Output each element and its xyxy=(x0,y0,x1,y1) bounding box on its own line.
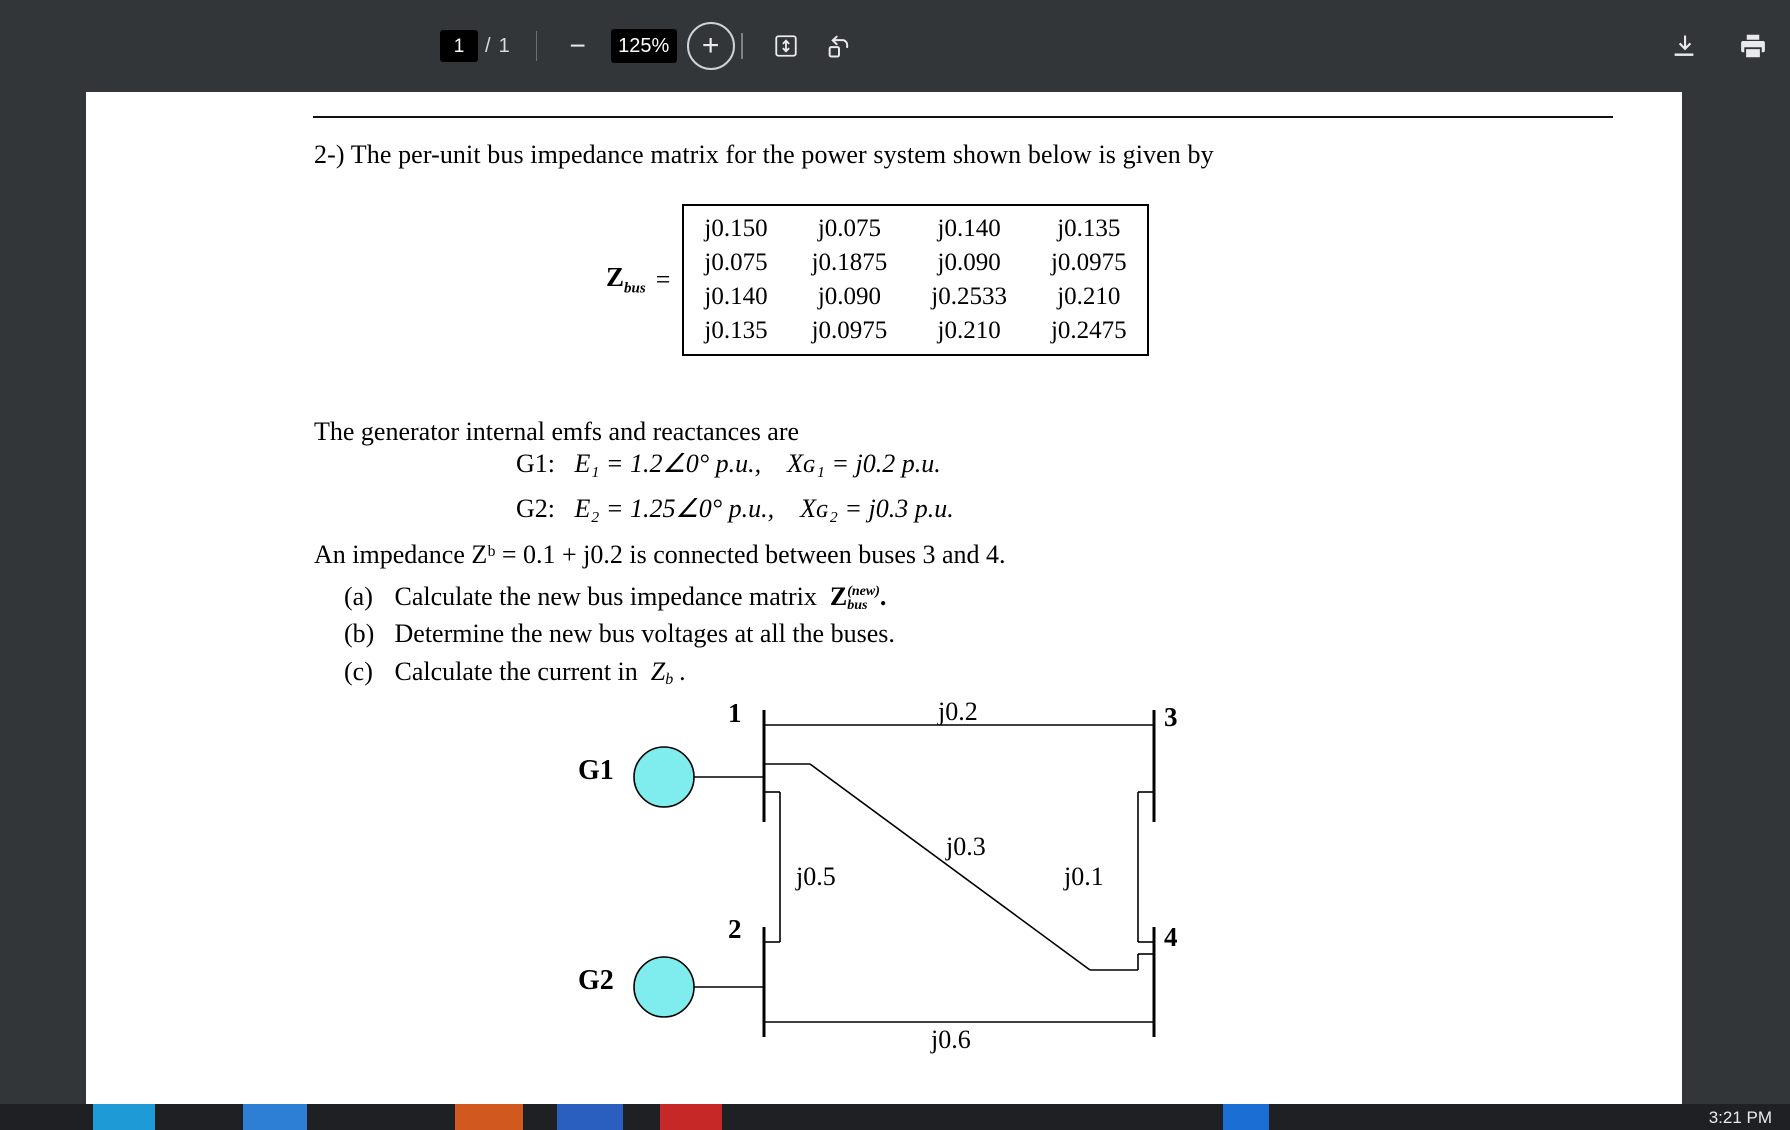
item-label: (a) xyxy=(344,582,373,611)
g1-data-line xyxy=(516,449,941,479)
question-heading xyxy=(314,140,1214,170)
zoom-in-button[interactable]: + xyxy=(687,22,735,70)
taskbar-clock: 3:21 PM xyxy=(1708,1108,1772,1127)
matrix-cell: j0.135 xyxy=(704,317,768,344)
zbus-symbol-base: Z xyxy=(606,262,625,293)
matrix-cell: j0.210 xyxy=(937,317,1001,344)
matrix-row xyxy=(682,246,1148,280)
bus-3-label: 3 xyxy=(1164,702,1178,732)
os-taskbar xyxy=(0,1104,1790,1130)
matrix-row xyxy=(682,212,1148,246)
zb-symbol xyxy=(644,657,686,686)
equals-sign: = xyxy=(655,265,671,294)
zb-trail: . xyxy=(679,657,687,686)
zbus-new-sup: (new) xyxy=(847,584,880,600)
g2-reactance: Xɢ₂ = j0.3 p.u. xyxy=(800,494,954,523)
pdf-toolbar-actions xyxy=(1670,0,1768,92)
matrix-row xyxy=(682,314,1148,348)
matrix-cell: j0.0975 xyxy=(811,317,888,344)
page-count: 1 xyxy=(498,34,510,57)
generator-g2-symbol xyxy=(634,957,694,1017)
line-label-j05: j0.5 xyxy=(796,862,836,891)
matrix-cell: j0.090 xyxy=(937,249,1001,276)
generator-g1-symbol xyxy=(634,747,694,807)
matrix-cell: j0.0975 xyxy=(1050,249,1127,276)
g2-emf: E₂ = 1.25∠0° p.u., xyxy=(574,494,775,523)
g1-reactance: Xɢ₁ = j0.2 p.u. xyxy=(787,449,941,478)
impedance-line: An impedance Zᵇ = 0.1 + j0.2 is connected between buses 3 and 4. xyxy=(314,540,1006,569)
page-separator: / xyxy=(485,34,491,57)
taskbar-item[interactable] xyxy=(455,1104,523,1130)
item-label: (b) xyxy=(344,619,375,648)
diagram-svg xyxy=(556,692,1256,1082)
line-label-j02: j0.2 xyxy=(938,697,978,726)
generator-g2-label: G2 xyxy=(578,965,614,996)
bus-4-label: 4 xyxy=(1164,922,1178,952)
matrix-cell: j0.2533 xyxy=(931,283,1007,310)
matrix-cell: j0.1875 xyxy=(811,249,888,276)
g1-name: G1: xyxy=(516,449,555,478)
item-label: (c) xyxy=(344,657,373,686)
matrix-cell: j0.2475 xyxy=(1050,317,1127,344)
zbus-new-symbol xyxy=(823,582,887,614)
taskbar-item[interactable] xyxy=(1223,1104,1269,1130)
list-item xyxy=(344,619,895,649)
line-label-j03: j0.3 xyxy=(946,832,986,861)
matrix-cell: j0.090 xyxy=(817,283,882,310)
bus-2-label: 2 xyxy=(728,914,742,944)
list-item xyxy=(344,657,686,689)
viewer-right-gutter xyxy=(1682,92,1790,1104)
generator-g1-label: G1 xyxy=(578,755,614,786)
zbus-matrix xyxy=(606,204,1149,356)
zbus-new-supsub xyxy=(847,585,880,613)
generator-intro-text: The generator internal emfs and reactances are xyxy=(314,417,800,446)
matrix-table xyxy=(682,212,1148,348)
viewer-left-gutter xyxy=(0,92,86,1104)
matrix-cell: j0.210 xyxy=(1057,283,1121,310)
toolbar-divider-2 xyxy=(741,33,743,59)
item-text: Calculate the current in xyxy=(394,657,638,686)
zb-sub: b xyxy=(665,671,674,688)
matrix-cell: j0.140 xyxy=(704,283,768,310)
matrix-cell: j0.150 xyxy=(704,215,768,242)
question-number: 2-) xyxy=(314,140,345,169)
document-content xyxy=(86,92,1682,1104)
matrix-bracket xyxy=(682,204,1148,356)
zbus-new-base: Z xyxy=(829,582,848,611)
line-label-j06: j0.6 xyxy=(931,1025,971,1054)
rotate-icon[interactable] xyxy=(825,32,853,60)
taskbar-item[interactable] xyxy=(93,1104,155,1130)
pdf-toolbar-controls xyxy=(440,0,853,92)
download-icon[interactable] xyxy=(1670,32,1698,60)
matrix-cell: j0.075 xyxy=(704,249,768,276)
list-item xyxy=(344,582,886,613)
pdf-toolbar xyxy=(0,0,1790,92)
question-text: The per-unit bus impedance matrix for the power system shown below is given by xyxy=(350,140,1214,169)
bus-1-label: 1 xyxy=(728,698,742,728)
zbus-new-trail: . xyxy=(879,582,887,611)
g2-data-line xyxy=(516,494,954,524)
pdf-page xyxy=(86,92,1682,1104)
zb-base: Z xyxy=(650,657,666,686)
g1-emf: E₁ = 1.2∠0° p.u., xyxy=(574,449,762,478)
print-icon[interactable] xyxy=(1738,31,1768,61)
matrix-row xyxy=(682,280,1148,314)
line-1-4-diagonal xyxy=(810,764,1090,970)
page-number-input[interactable]: 1 xyxy=(440,30,478,62)
matrix-cell: j0.135 xyxy=(1057,215,1121,242)
taskbar-item[interactable] xyxy=(557,1104,623,1130)
item-text: Calculate the new bus impedance matrix xyxy=(394,582,817,611)
zbus-symbol-sub: bus xyxy=(624,280,646,297)
zbus-symbol xyxy=(606,262,646,297)
zoom-level-value[interactable]: 125% xyxy=(611,29,677,63)
item-text: Determine the new bus voltages at all the buses. xyxy=(394,619,895,648)
zoom-out-button[interactable]: − xyxy=(569,30,586,61)
g2-name: G2: xyxy=(516,494,555,523)
matrix-cell: j0.140 xyxy=(937,215,1001,242)
one-line-diagram xyxy=(556,692,1256,1082)
line-label-j01: j0.1 xyxy=(1064,862,1104,891)
fit-to-page-icon[interactable] xyxy=(773,33,799,59)
horizontal-rule xyxy=(313,116,1613,118)
zbus-new-sub: bus xyxy=(847,598,868,614)
taskbar-item[interactable] xyxy=(243,1104,307,1130)
toolbar-divider xyxy=(536,31,537,61)
matrix-cell: j0.075 xyxy=(817,215,882,242)
taskbar-item[interactable] xyxy=(660,1104,722,1130)
